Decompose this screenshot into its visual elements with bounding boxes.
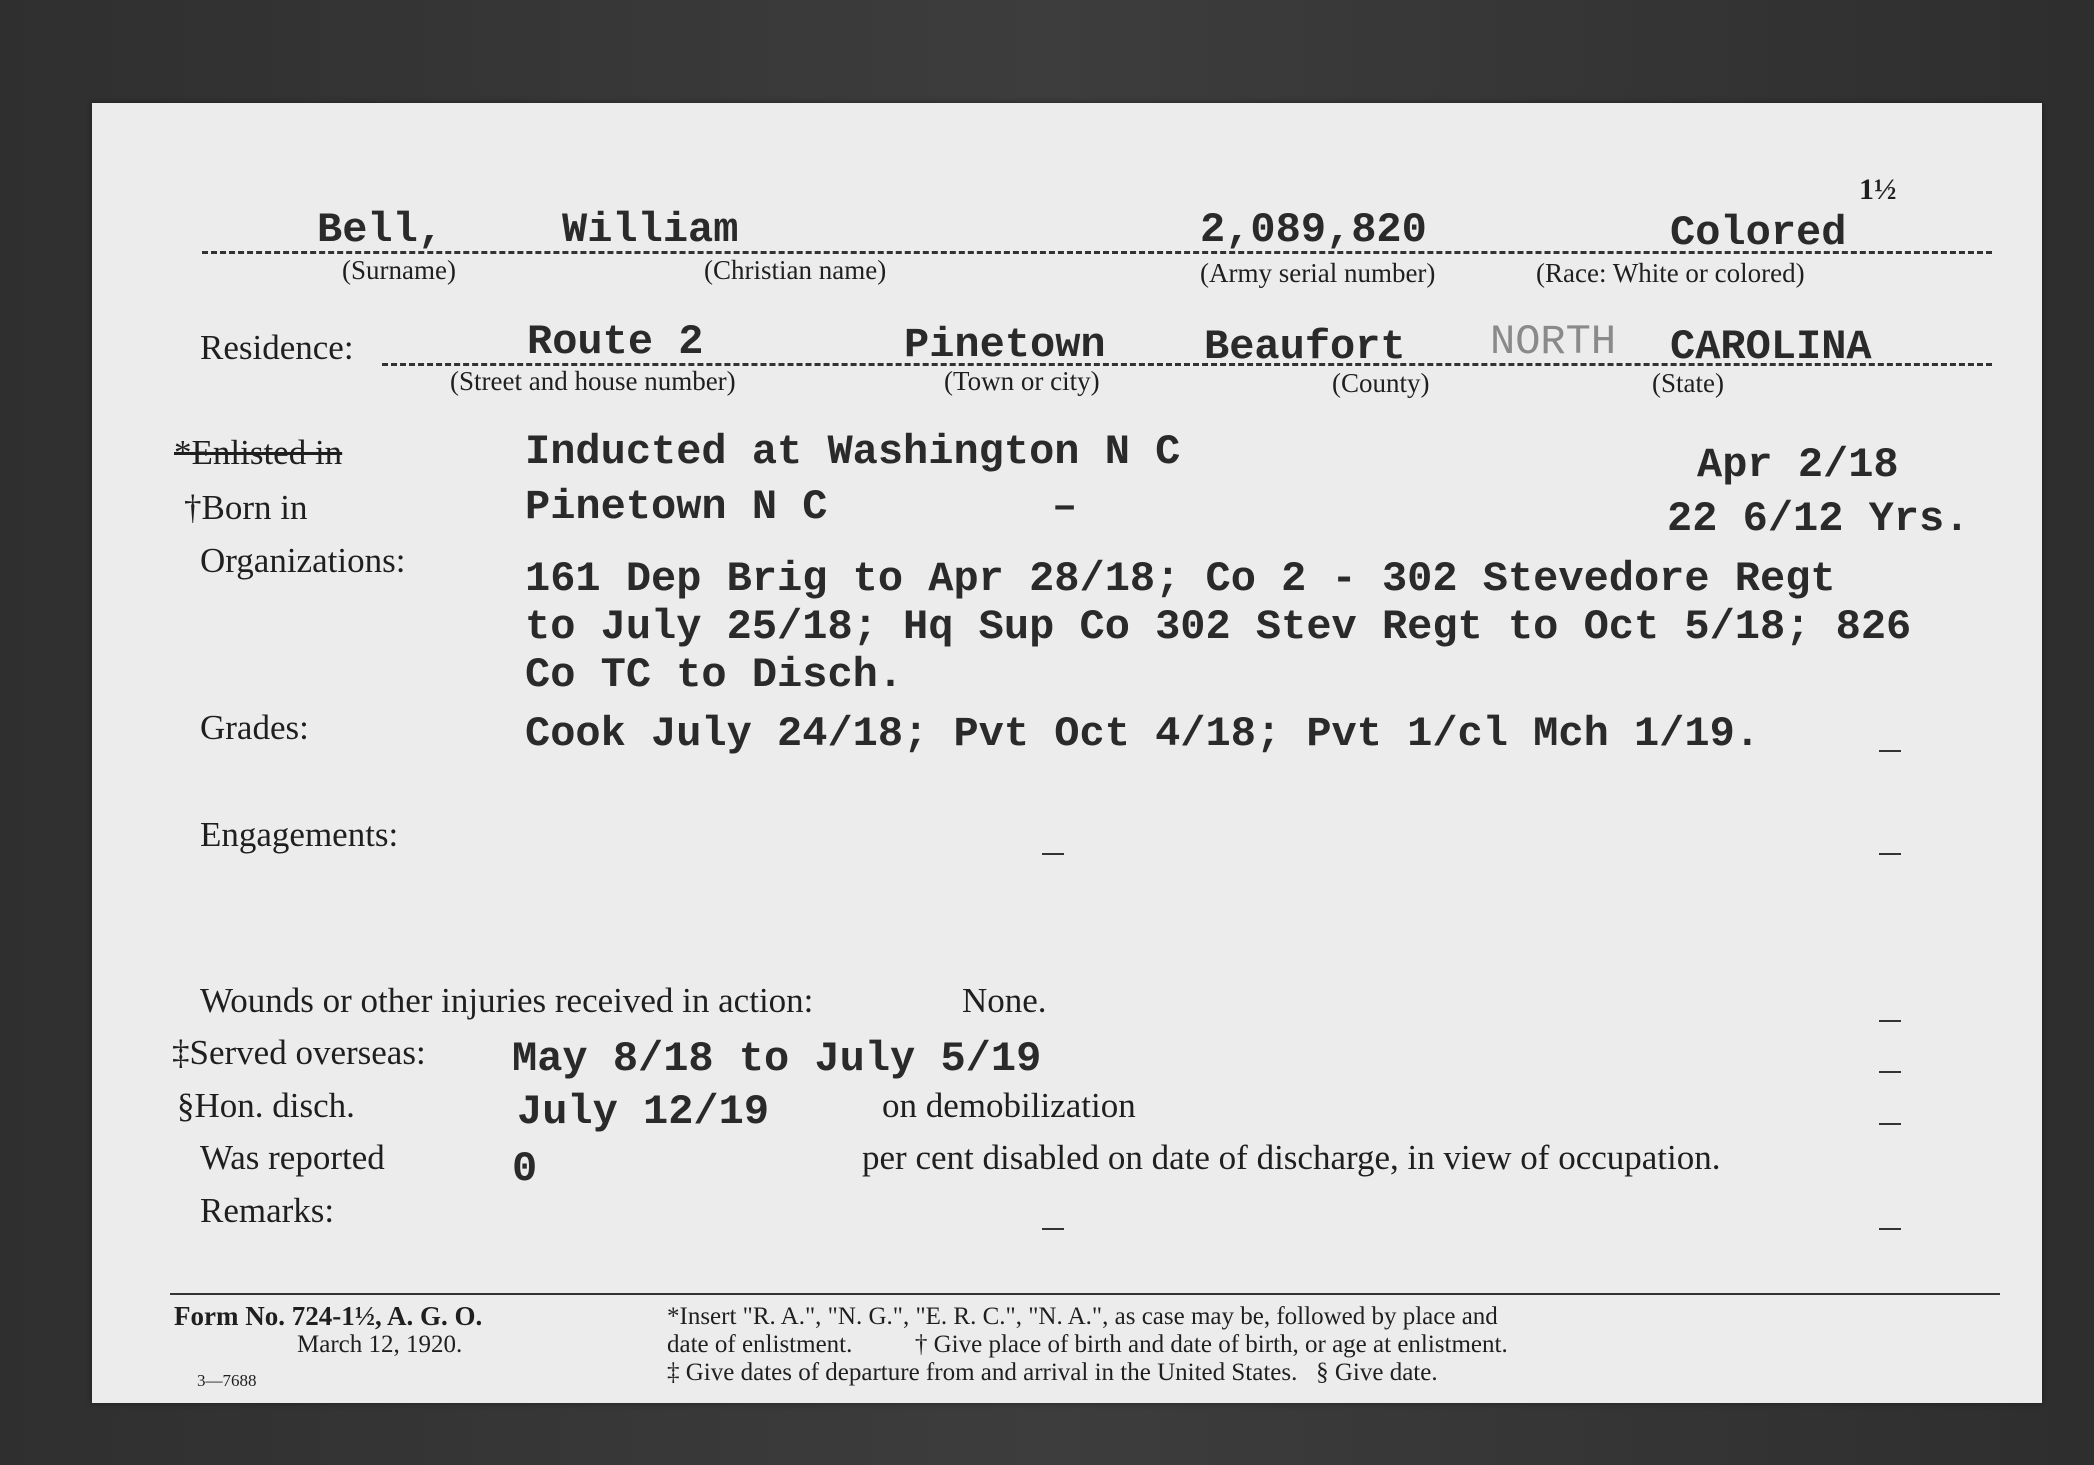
remarks-dash — [1042, 1228, 1064, 1230]
wounds-label: Wounds or other injuries received in action: — [200, 981, 814, 1020]
enlisted-date: Apr 2/18 — [1697, 441, 1899, 489]
margin-dash — [1879, 1020, 1901, 1022]
surname-value: Bell, — [317, 206, 444, 254]
footnote-line-1: *Insert "R. A.", "N. G.", "E. R. C.", "N. A.", as case may be, followed by place and — [667, 1303, 1498, 1330]
engagements-label: Engagements: — [200, 815, 399, 854]
margin-dash — [1879, 1123, 1901, 1125]
enlisted-value: Inducted at Washington N C — [525, 428, 1181, 476]
caption-race: (Race: White or colored) — [1536, 258, 1805, 288]
footnote-line-3: ‡ Give dates of departure from and arrival in the United States. § Give date. — [667, 1359, 1438, 1386]
born-value: Pinetown N C — [525, 483, 828, 531]
caption-surname: (Surname) — [342, 255, 456, 285]
grades-value: Cook July 24/18; Pvt Oct 4/18; Pvt 1/cl Mch 1/19. — [525, 710, 1761, 758]
race-value: Colored — [1670, 209, 1847, 257]
grades-label: Grades: — [200, 708, 309, 747]
form-date: March 12, 1920. — [297, 1331, 463, 1358]
organizations-line: to July 25/18; Hq Sup Co 302 Stev Regt to Oct 5/18; 826 — [525, 603, 1912, 651]
organizations-label: Organizations: — [200, 541, 406, 580]
residence-label: Residence: — [200, 328, 354, 367]
street-value: Route 2 — [527, 318, 704, 366]
engagements-dash — [1042, 853, 1064, 855]
caption-state: (State) — [1652, 368, 1724, 398]
hon-disch-value: July 12/19 — [517, 1088, 770, 1136]
caption-street: (Street and house number) — [450, 366, 736, 396]
margin-dash — [1879, 750, 1901, 752]
organizations-line: 161 Dep Brig to Apr 28/18; Co 2 - 302 Stevedore Regt — [525, 555, 1836, 603]
footer-rule — [170, 1293, 2000, 1295]
enlisted-label: *Enlisted in — [174, 433, 343, 472]
margin-dash — [1879, 853, 1901, 855]
served-overseas-value: May 8/18 to July 5/19 — [512, 1035, 1042, 1083]
caption-serial-number: (Army serial number) — [1200, 258, 1436, 288]
caption-town: (Town or city) — [944, 366, 1100, 396]
serial-number-value: 2,089,820 — [1200, 206, 1427, 254]
margin-dash — [1879, 1228, 1901, 1230]
born-label: †Born in — [184, 488, 308, 527]
reported-label: Was reported — [200, 1138, 385, 1177]
page-mark: 1½ — [1859, 173, 1897, 206]
caption-county: (County) — [1332, 368, 1430, 398]
age-value: 22 6/12 Yrs. — [1667, 495, 1970, 543]
hon-disch-note: on demobilization — [882, 1086, 1136, 1125]
print-code: 3—7688 — [197, 1371, 257, 1390]
hon-disch-label: §Hon. disch. — [177, 1086, 355, 1125]
service-record-card — [92, 103, 2042, 1403]
reported-note: per cent disabled on date of discharge, in view of occupation. — [862, 1138, 1721, 1177]
served-overseas-label: ‡Served overseas: — [172, 1033, 426, 1072]
organizations-line: Co TC to Disch. — [525, 651, 904, 699]
margin-dash — [1879, 1071, 1901, 1073]
town-value: Pinetown — [904, 321, 1106, 369]
state-stamp-value: NORTH — [1490, 318, 1617, 366]
born-dash: – — [1052, 483, 1078, 531]
state-value: CAROLINA — [1670, 323, 1872, 371]
reported-value: 0 — [512, 1145, 538, 1193]
christian-name-value: William — [562, 206, 739, 254]
caption-christian-name: (Christian name) — [704, 255, 887, 285]
footnote-line-2: date of enlistment. † Give place of birth and date of birth, or age at enlistment. — [667, 1331, 1508, 1358]
remarks-label: Remarks: — [200, 1191, 335, 1230]
county-value: Beaufort — [1204, 323, 1406, 371]
wounds-value: None. — [962, 981, 1047, 1020]
form-number: Form No. 724-1½, A. G. O. — [174, 1301, 483, 1331]
